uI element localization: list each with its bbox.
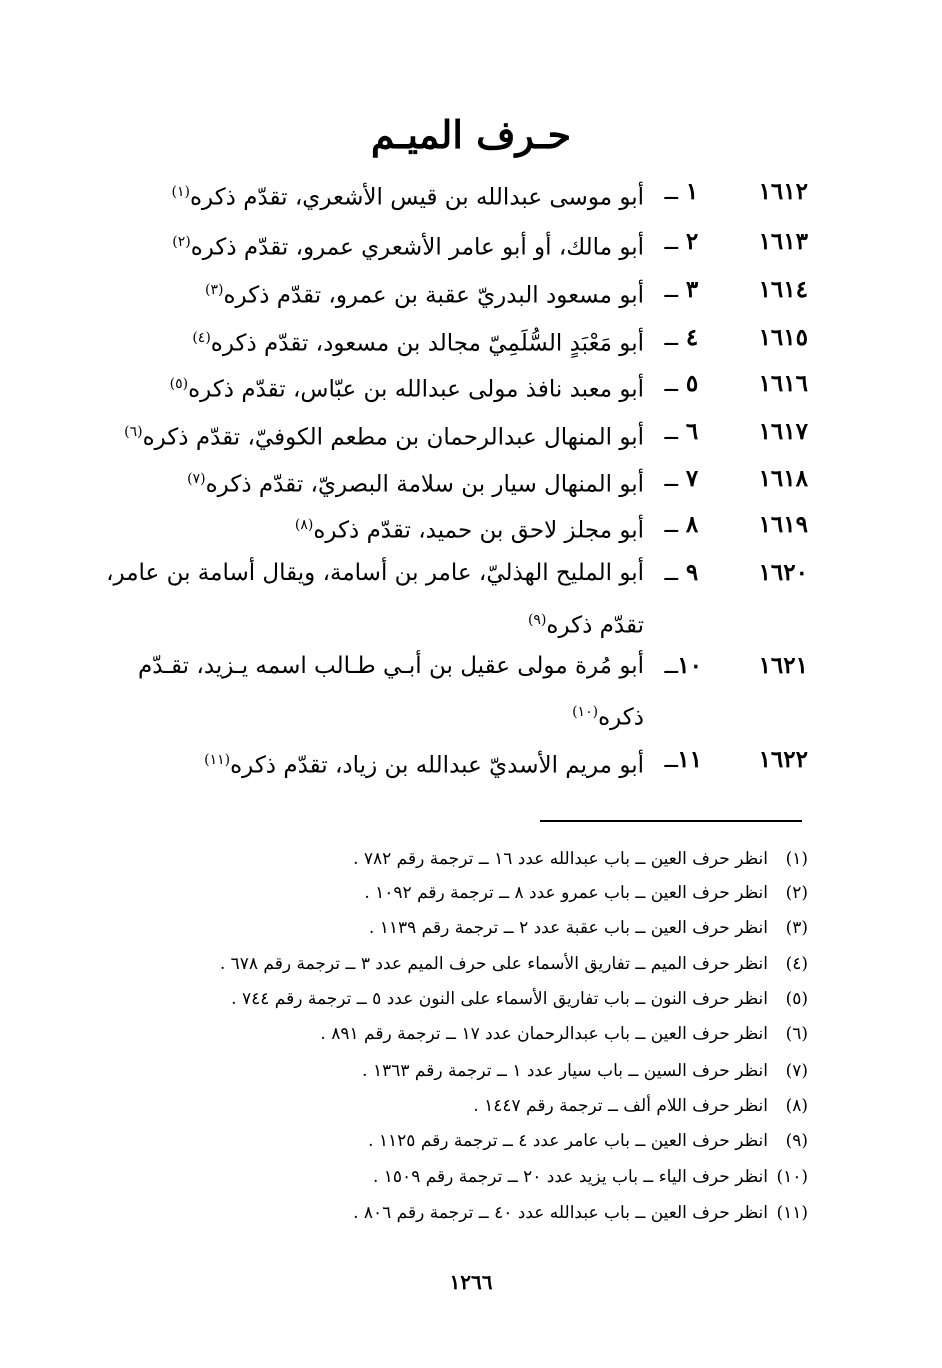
entry-number: ١٦١٤ xyxy=(758,276,808,303)
footnote-text: انظر حرف العين ــ باب عبدالرحمان عدد ١٧ ــ ترجمة رقم ٨٩١ . xyxy=(320,1024,768,1044)
entry-index: ٥ xyxy=(685,370,699,397)
footnote-ref: (٥) xyxy=(169,376,189,392)
footnote-text: انظر حرف النون ــ باب تفاريق الأسماء على النون عدد ٥ ــ ترجمة رقم ٧٤٤ . xyxy=(231,989,768,1009)
entry-number: ١٦١٨ xyxy=(758,465,808,492)
entry-number: ١٦١٣ xyxy=(758,228,808,255)
footnote xyxy=(353,1196,808,1230)
entry-index: ١٠ xyxy=(677,652,702,679)
entry-number: ١٦١٢ xyxy=(758,178,808,205)
entry-dash: ــ xyxy=(664,277,678,303)
entry-text: أبو مريم الأسديّ عبدالله بن زياد، تقدّم ذكره$^{(١١)}$ xyxy=(204,752,644,779)
footnote-ref: (١١) xyxy=(204,752,231,768)
footnote-id: (٩) xyxy=(785,1131,808,1151)
footnote-text: انظر حرف اللام ألف ــ ترجمة رقم ١٤٤٧ . xyxy=(473,1096,768,1116)
footnote-ref: (٦) xyxy=(124,424,143,440)
entry-text: أبو معبد نافذ مولى عبدالله بن عبّاس، تقدّم ذكره$^{(٥)}$ xyxy=(169,376,644,403)
footnote-text: انظر حرف الميم ــ تفاريق الأسماء على حرف الميم عدد ٣ ــ ترجمة رقم ٦٧٨ . xyxy=(219,954,768,974)
footnote-ref: (٩) xyxy=(527,612,547,628)
footnote-id: (٣) xyxy=(785,918,808,938)
footnote-ref: (٢) xyxy=(172,234,191,250)
entry-dash: ــ xyxy=(664,560,678,586)
entry-index: ١١ xyxy=(677,746,702,773)
footnote-ref: (١٠) xyxy=(572,704,599,720)
entry-index: ٨ xyxy=(685,511,699,538)
footnote-id: (٢) xyxy=(785,883,808,903)
entry-index: ٦ xyxy=(685,418,699,445)
entry-text: أبو مالك، أو أبو عامر الأشعري عمرو، تقدّم ذكره$^{(٢)}$ xyxy=(172,234,644,261)
footnote-text: انظر حرف العين ــ باب عبدالله عدد ٤٠ ــ ترجمة رقم ٨٠٦ . xyxy=(353,1203,768,1223)
entry-number: ١٦٢٠ xyxy=(758,559,808,586)
entry-dash: ــ xyxy=(664,179,678,205)
entry-index: ١ xyxy=(685,178,699,205)
footnote-id: (١) xyxy=(785,849,808,869)
entry-text: أبو المنهال عبدالرحمان بن مطعم الكوفيّ، تقدّم ذكره$^{(٦)}$ xyxy=(124,424,644,451)
footnote-ref: (٤) xyxy=(192,330,211,346)
footnote-ref: (٧) xyxy=(187,471,206,487)
entry-dash: ــ xyxy=(664,653,678,679)
entry-number: ١٦١٥ xyxy=(758,324,808,351)
entry-text: أبو مسعود البدريّ عقبة بن عمرو، تقدّم ذكره$^{(٣)}$ xyxy=(205,282,644,309)
footnote xyxy=(364,876,808,910)
entry-text: أبو المليح الهذليّ، عامر بن أسامة، ويقال أسامة بن عامر، xyxy=(106,560,644,586)
entry-dash: ــ xyxy=(664,229,678,255)
entry-dash: ــ xyxy=(664,466,678,492)
footnote-text: انظر حرف العين ــ باب عبدالله عدد ١٦ ــ ترجمة رقم ٧٨٢ . xyxy=(353,849,768,869)
entry-text-continuation: تقدّم ذكره$^{(٩)}$ xyxy=(527,612,644,639)
entry-index: ٤ xyxy=(685,324,699,351)
footnote-text: انظر حرف العين ــ باب عامر عدد ٤ ــ ترجمة رقم ١١٢٥ . xyxy=(368,1131,768,1151)
footnote-text: انظر حرف الياء ــ باب يزيد عدد ٢٠ ــ ترجمة رقم ١٥٠٩ . xyxy=(372,1167,768,1187)
footnote xyxy=(231,982,808,1016)
footnote xyxy=(473,1089,808,1123)
entry-text: أبو المنهال سيار بن سلامة البصريّ، تقدّم ذكره$^{(٧)}$ xyxy=(187,471,644,498)
footnote-id: (٦) xyxy=(785,1024,808,1044)
footnote xyxy=(369,911,808,945)
footnote-text: انظر حرف العين ــ باب عمرو عدد ٨ ــ ترجمة رقم ١٠٩٢ . xyxy=(364,883,768,903)
entry-number: ١٦١٩ xyxy=(758,511,808,538)
footnote-id: (٥) xyxy=(785,989,808,1009)
footnote xyxy=(320,1017,808,1051)
footnote xyxy=(220,947,808,981)
footnote-id: (١١) xyxy=(776,1203,808,1223)
footnote-ref: (٨) xyxy=(294,517,314,533)
footnote xyxy=(362,1054,808,1088)
entry-index: ٣ xyxy=(685,276,699,303)
entry-dash: ــ xyxy=(664,512,678,538)
footnote-id: (٧) xyxy=(785,1061,808,1081)
footnote xyxy=(368,1124,808,1158)
footnote-ref: (١) xyxy=(171,184,190,200)
entry-index: ٧ xyxy=(685,465,699,492)
footnote xyxy=(373,1160,808,1194)
entry-dash: ــ xyxy=(664,419,678,445)
footnote-id: (١٠) xyxy=(776,1167,808,1187)
footnote-ref: (٣) xyxy=(205,282,224,298)
footnote-id: (٨) xyxy=(785,1096,808,1116)
footnote-id: (٤) xyxy=(785,954,808,974)
entry-number: ١٦٢٢ xyxy=(758,746,808,773)
entry-text-continuation: ذكره$^{(١٠)}$ xyxy=(572,704,644,731)
entry-number: ١٦١٧ xyxy=(758,418,808,445)
footnote-text: انظر حرف السين ــ باب سيار عدد ١ ــ ترجمة رقم ١٣٦٣ . xyxy=(362,1061,768,1081)
footnote xyxy=(353,842,808,876)
entry-number: ١٦١٦ xyxy=(758,370,808,397)
entry-dash: ــ xyxy=(664,371,678,397)
entry-text: أبو مُرة مولى عقيل بن أبـي طـالب اسمه يـزيد، تقـدّم xyxy=(138,653,644,679)
entry-text: أبو مَعْبَدٍ السُّلَمِيّ مجالد بن مسعود، تقدّم ذكره$^{(٤)}$ xyxy=(192,330,644,357)
page-number: ١٢٦٦ xyxy=(449,1270,493,1294)
entry-index: ٢ xyxy=(685,228,699,255)
entry-index: ٩ xyxy=(685,559,699,586)
entry-number: ١٦٢١ xyxy=(758,652,808,679)
entry-dash: ــ xyxy=(664,747,678,773)
footnote-text: انظر حرف العين ــ باب عقبة عدد ٢ ــ ترجمة رقم ١١٣٩ . xyxy=(368,918,768,938)
section-title: حـرف الميـم xyxy=(370,112,572,157)
entry-text: أبو مجلز لاحق بن حميد، تقدّم ذكره$^{(٨)}$ xyxy=(294,517,644,544)
footnote-divider xyxy=(540,820,802,822)
entry-text: أبو موسى عبدالله بن قيس الأشعري، تقدّم ذكره$^{(١)}$ xyxy=(171,184,644,211)
entry-dash: ــ xyxy=(664,325,678,351)
